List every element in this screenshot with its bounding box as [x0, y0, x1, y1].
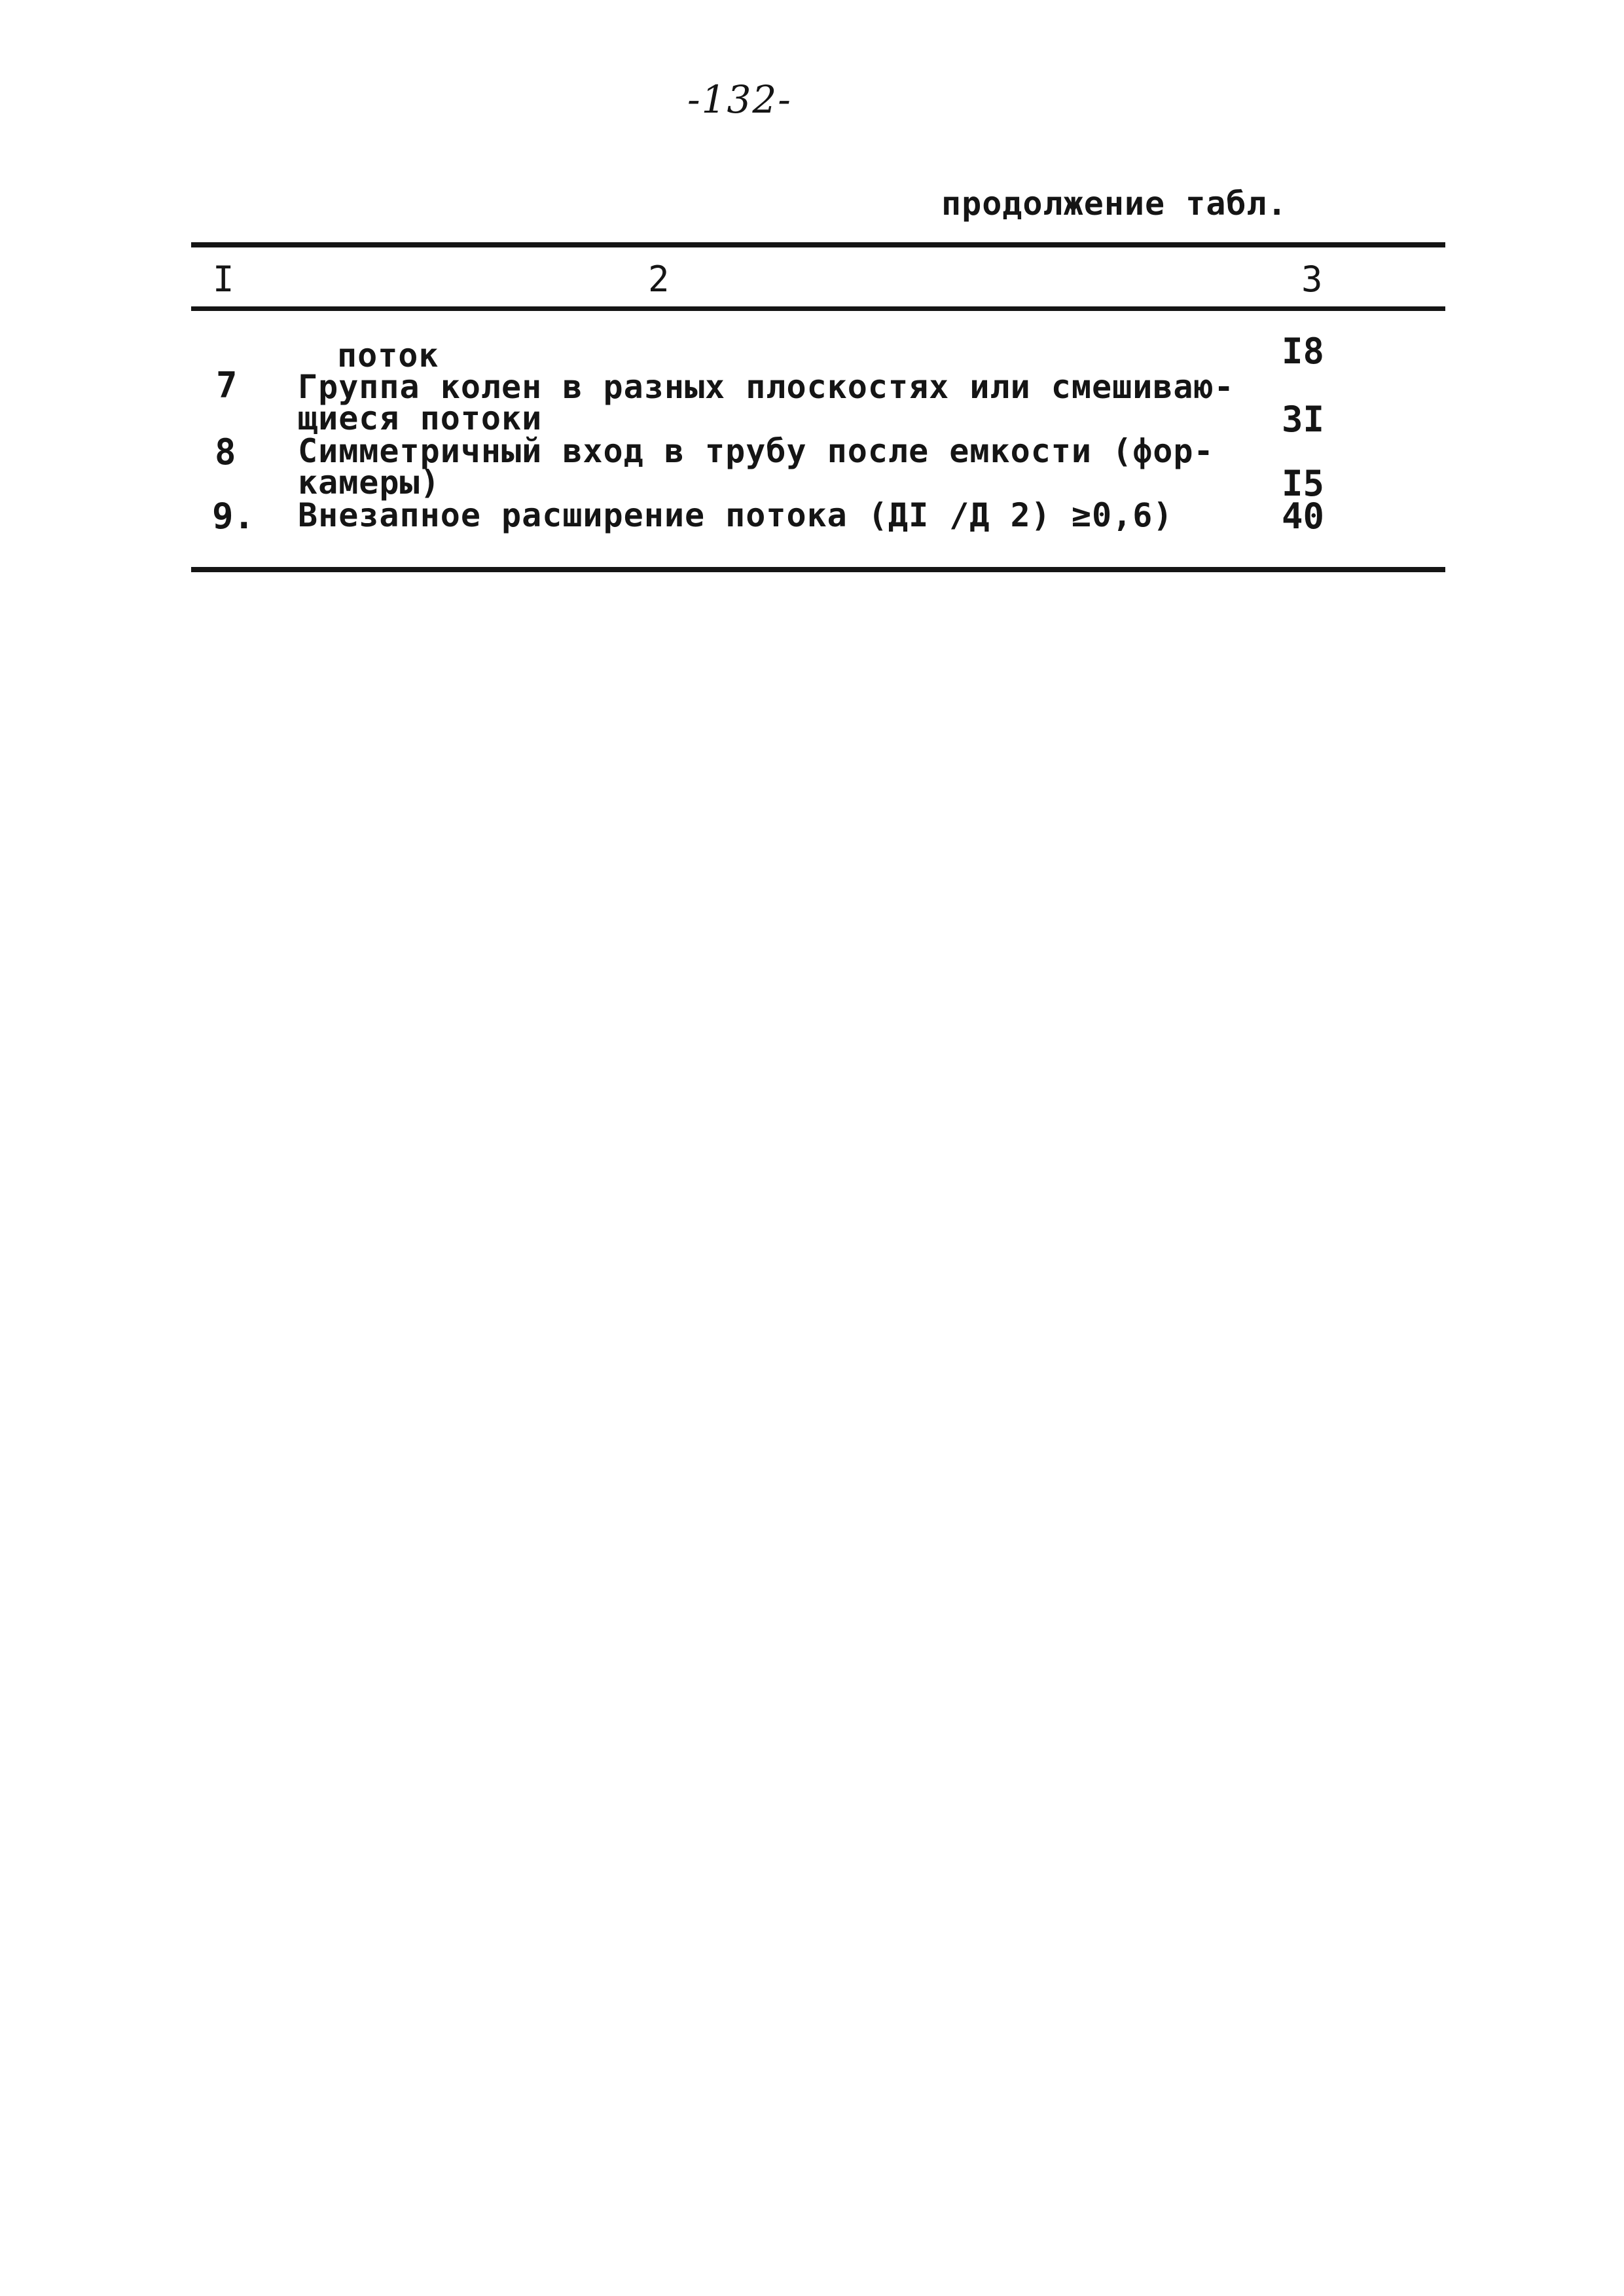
- row-number: 7: [216, 365, 238, 406]
- row-value: 3I: [1282, 399, 1325, 440]
- table-top-rule: [191, 242, 1445, 247]
- row-value: I5: [1282, 463, 1325, 504]
- row-text-line: Внезапное расширение потока (ДI /Д 2) ≥0,6): [298, 496, 1174, 534]
- page-number: -132-: [687, 77, 792, 122]
- table-bottom-rule: [191, 567, 1445, 572]
- table-caption: продолжение табл.: [941, 185, 1288, 223]
- column-header-2: 2: [648, 259, 670, 300]
- row-text-line: камеры): [298, 464, 441, 501]
- table-header-rule: [191, 306, 1445, 311]
- row-number: 9.: [212, 496, 255, 537]
- row-value: 40: [1282, 496, 1325, 537]
- row-text-line: поток: [337, 337, 439, 374]
- row-number: 8: [215, 431, 236, 473]
- row-text-line: Группа колен в разных плоскостях или смешиваю-: [298, 368, 1235, 406]
- column-header-3: 3: [1301, 259, 1323, 300]
- row-text-line: щиеся потоки: [298, 399, 543, 437]
- column-header-1: I: [213, 259, 234, 300]
- row-text-line: Симметричный вход в трубу после емкости (фор-: [298, 432, 1214, 470]
- row-value: I8: [1282, 331, 1325, 372]
